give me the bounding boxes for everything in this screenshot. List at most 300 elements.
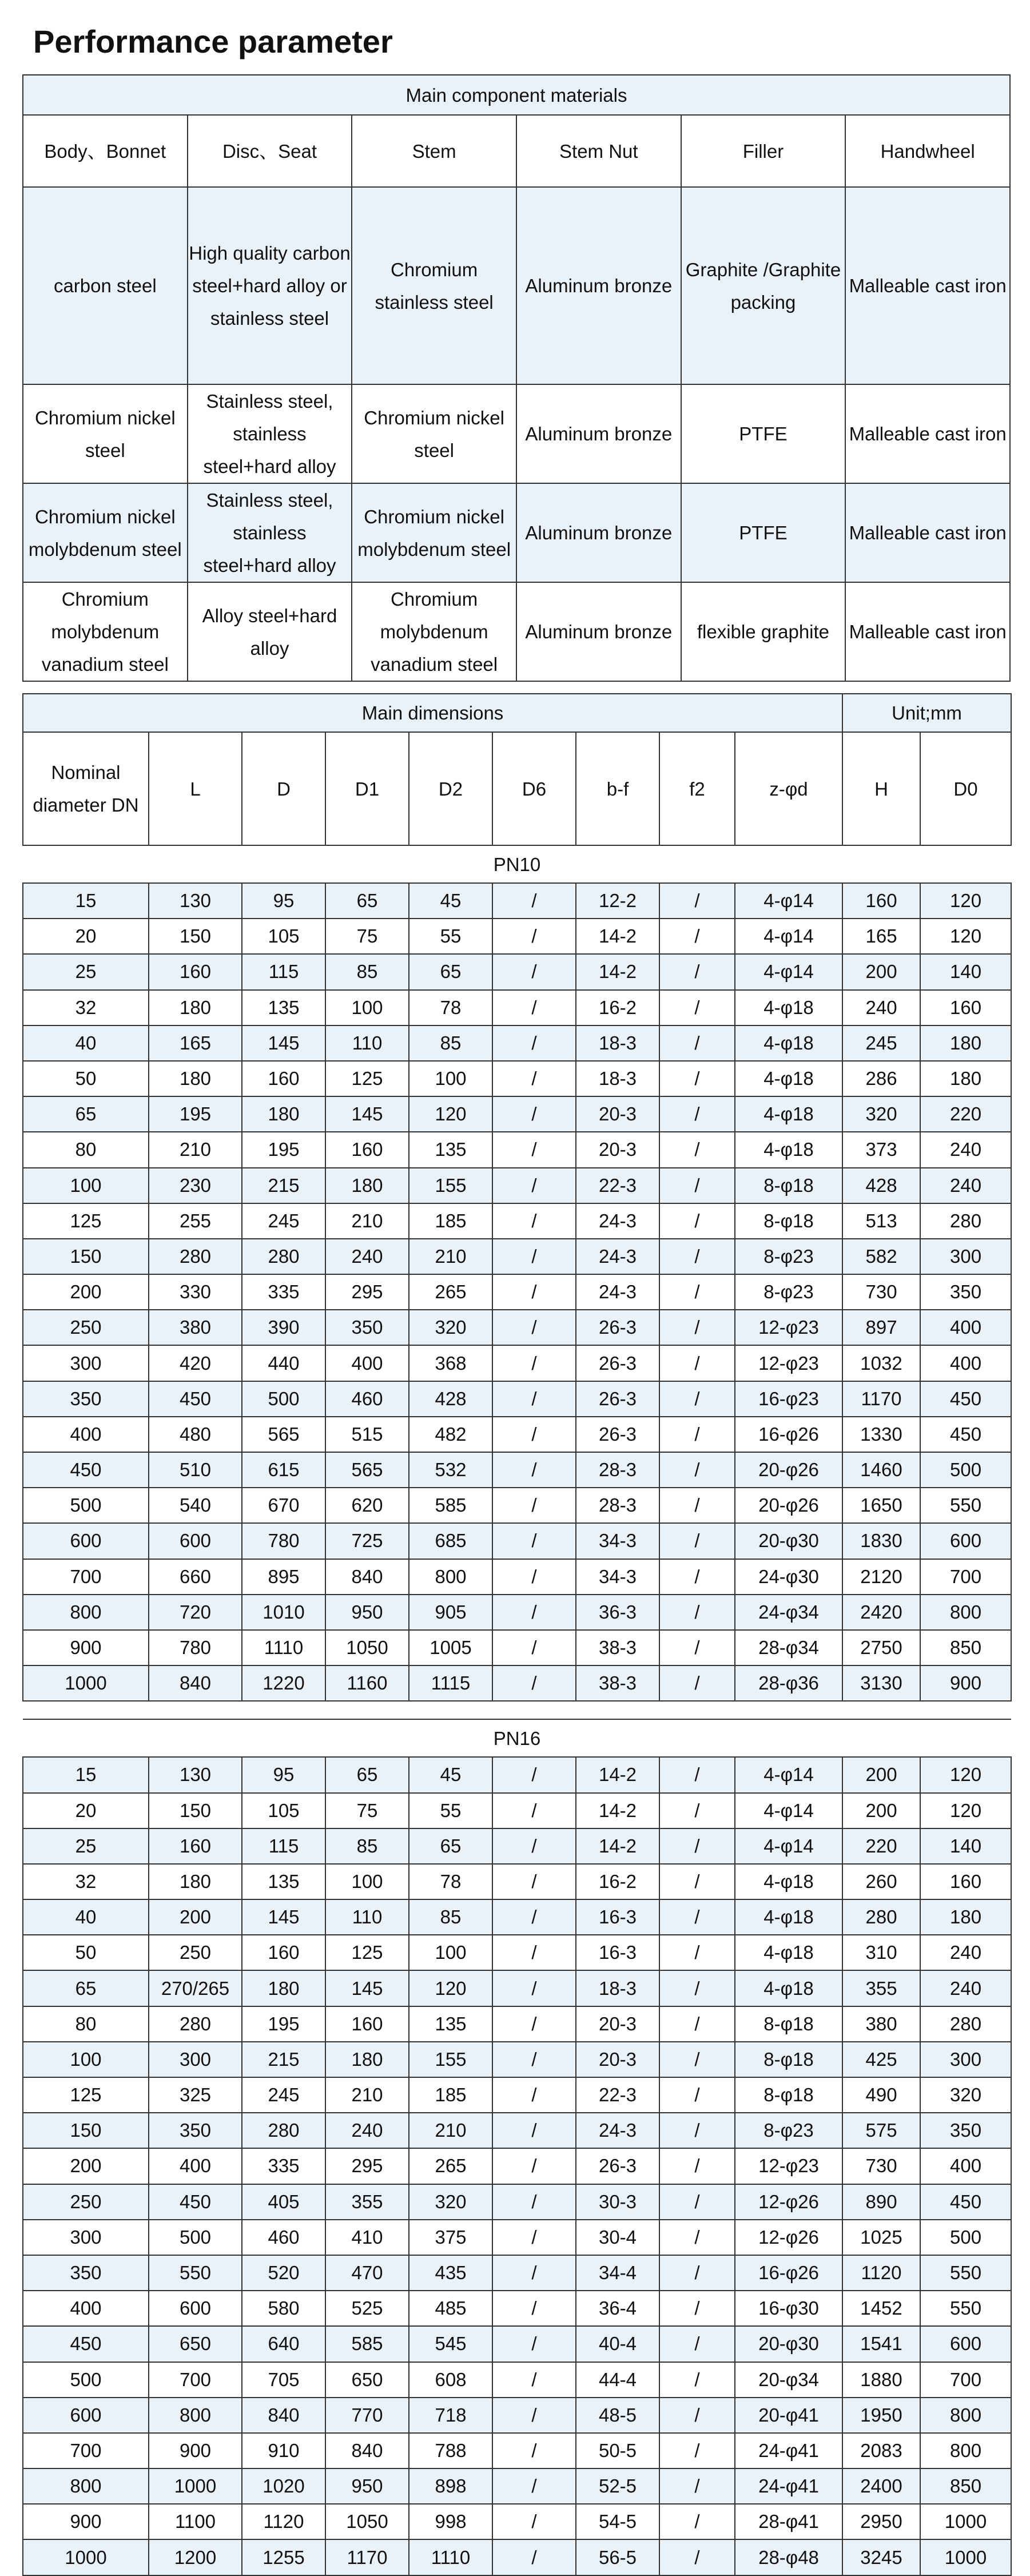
dimensions-cell: 280 <box>242 2113 325 2148</box>
dimensions-row <box>23 1417 1011 1452</box>
materials-cell: Malleable cast iron <box>845 384 1010 483</box>
dimensions-cell: 450 <box>149 2184 242 2220</box>
dimensions-column-headers <box>23 732 1011 845</box>
dimensions-cell: / <box>659 1310 735 1345</box>
dimensions-cell: 28-φ34 <box>735 1630 842 1665</box>
dimensions-cell: 12-φ23 <box>735 2148 842 2184</box>
dimensions-cell: / <box>659 1096 735 1132</box>
pressure-section-label: PN10 <box>23 845 1011 883</box>
dimensions-cell: 270/265 <box>149 1970 242 2006</box>
dimensions-cell: 1050 <box>325 1630 409 1665</box>
dimensions-cell: / <box>659 1559 735 1595</box>
dimensions-cell: 286 <box>842 1061 920 1096</box>
dimensions-cell: / <box>492 1345 576 1381</box>
dimensions-cell: 12-φ23 <box>735 1310 842 1345</box>
dimensions-row <box>23 2220 1011 2255</box>
dimensions-column-header: D0 <box>920 732 1011 845</box>
dimensions-cell: 950 <box>325 2468 409 2504</box>
dimensions-cell: 3130 <box>842 1665 920 1701</box>
dimensions-cell: 4-φ14 <box>735 1828 842 1864</box>
dimensions-cell: 4-φ18 <box>735 1899 842 1935</box>
dimensions-cell: 20-φ30 <box>735 1523 842 1559</box>
dimensions-row <box>23 1523 1011 1559</box>
dimensions-cell: 180 <box>325 1168 409 1203</box>
dimensions-cell: 55 <box>409 919 492 954</box>
dimensions-cell: 150 <box>149 919 242 954</box>
pressure-section-label: PN16 <box>23 1719 1011 1757</box>
dimensions-column-header: D6 <box>492 732 576 845</box>
materials-cell: PTFE <box>681 384 846 483</box>
dimensions-cell: / <box>492 2326 576 2362</box>
dimensions-cell: 320 <box>920 2077 1011 2113</box>
dimensions-cell: 525 <box>325 2291 409 2326</box>
dimensions-cell: 1220 <box>242 1665 325 1701</box>
dimensions-cell: / <box>492 990 576 1025</box>
dimensions-cell: 15 <box>23 883 149 919</box>
dimensions-cell: / <box>659 1239 735 1274</box>
dimensions-cell: 100 <box>23 1168 149 1203</box>
dimensions-cell: 12-2 <box>576 883 659 919</box>
materials-row <box>23 187 1010 384</box>
dimensions-cell: 140 <box>920 1828 1011 1864</box>
dimensions-cell: 16-φ26 <box>735 2255 842 2291</box>
page-title: Performance parameter <box>33 23 393 59</box>
dimensions-cell: 800 <box>920 2433 1011 2468</box>
dimensions-cell: 2420 <box>842 1595 920 1630</box>
dimensions-cell: 700 <box>23 1559 149 1595</box>
materials-column-header: Disc、Seat <box>188 115 352 187</box>
dimensions-cell: 38-3 <box>576 1630 659 1665</box>
dimensions-cell: 240 <box>920 1168 1011 1203</box>
dimensions-row <box>23 1025 1011 1061</box>
dimensions-cell: 20-φ26 <box>735 1452 842 1488</box>
dimensions-row <box>23 2006 1011 2042</box>
dimensions-cell: / <box>659 1757 735 1792</box>
dimensions-cell: 30-4 <box>576 2220 659 2255</box>
dimensions-cell: 145 <box>242 1025 325 1061</box>
dimensions-cell: 800 <box>920 2398 1011 2433</box>
dimensions-cell: / <box>659 1595 735 1630</box>
dimensions-cell: 482 <box>409 1417 492 1452</box>
dimensions-cell: 210 <box>149 1132 242 1167</box>
materials-cell: Chromium nickel molybdenum steel <box>23 483 188 582</box>
dimensions-cell: 120 <box>920 919 1011 954</box>
dimensions-column-header: D1 <box>325 732 409 845</box>
dimensions-cell: 150 <box>149 1793 242 1828</box>
dimensions-cell: 2083 <box>842 2433 920 2468</box>
dimensions-cell: 280 <box>149 1239 242 1274</box>
materials-cell: Chromium stainless steel <box>352 187 516 384</box>
dimensions-cell: 130 <box>149 1757 242 1792</box>
dimensions-cell: 895 <box>242 1559 325 1595</box>
dimensions-cell: 120 <box>920 1757 1011 1792</box>
dimensions-cell: 725 <box>325 1523 409 1559</box>
dimensions-cell: 400 <box>920 1310 1011 1345</box>
dimensions-cell: 125 <box>325 1935 409 1970</box>
dimensions-cell: 160 <box>242 1935 325 1970</box>
dimensions-cell: 550 <box>149 2255 242 2291</box>
dimensions-cell: 335 <box>242 1274 325 1310</box>
dimensions-cell: / <box>492 1274 576 1310</box>
dimensions-cell: 180 <box>920 1025 1011 1061</box>
dimensions-cell: 800 <box>149 2398 242 2433</box>
dimensions-cell: 250 <box>149 1935 242 1970</box>
dimensions-cell: / <box>492 1665 576 1701</box>
dimensions-cell: 1200 <box>149 2539 242 2575</box>
materials-cell: Aluminum bronze <box>516 384 681 483</box>
dimensions-cell: 310 <box>842 1935 920 1970</box>
dimensions-cell: 160 <box>920 1864 1011 1899</box>
materials-cell: Aluminum bronze <box>516 483 681 582</box>
dimensions-cell: 280 <box>920 1203 1011 1239</box>
dimensions-cell: / <box>659 1025 735 1061</box>
dimensions-cell: 840 <box>325 1559 409 1595</box>
materials-column-headers <box>23 115 1010 187</box>
unit-label: Unit;mm <box>842 694 1011 732</box>
dimensions-cell: 368 <box>409 1345 492 1381</box>
dimensions-cell: / <box>659 954 735 989</box>
dimensions-cell: / <box>492 2148 576 2184</box>
dimensions-column-header: z-φd <box>735 732 842 845</box>
dimensions-cell: 500 <box>23 2362 149 2398</box>
dimensions-cell: 600 <box>23 1523 149 1559</box>
dimensions-cell: 600 <box>149 2291 242 2326</box>
dimensions-cell: 8-φ18 <box>735 1168 842 1203</box>
dimensions-cell: 650 <box>325 2362 409 2398</box>
dimensions-cell: 295 <box>325 2148 409 2184</box>
dimensions-cell: 30-3 <box>576 2184 659 2220</box>
dimensions-cell: 280 <box>149 2006 242 2042</box>
dimensions-row <box>23 2184 1011 2220</box>
dimensions-cell: 125 <box>325 1061 409 1096</box>
dimensions-cell: 32 <box>23 990 149 1025</box>
dimensions-cell: 4-φ14 <box>735 919 842 954</box>
dimensions-cell: 500 <box>149 2220 242 2255</box>
dimensions-cell: / <box>659 1345 735 1381</box>
dimensions-cell: / <box>659 1793 735 1828</box>
dimensions-cell: 180 <box>242 1970 325 2006</box>
dimensions-cell: 16-φ23 <box>735 1381 842 1417</box>
dimensions-cell: 80 <box>23 2006 149 2042</box>
dimensions-cell: 245 <box>842 1025 920 1061</box>
dimensions-row <box>23 1381 1011 1417</box>
dimensions-cell: 20-φ30 <box>735 2326 842 2362</box>
dimensions-cell: / <box>659 2220 735 2255</box>
dimensions-column-header: D <box>242 732 325 845</box>
dimensions-cell: 4-φ14 <box>735 883 842 919</box>
dimensions-cell: 28-3 <box>576 1452 659 1488</box>
dimensions-cell: 38-3 <box>576 1665 659 1701</box>
dimensions-cell: 350 <box>23 1381 149 1417</box>
dimensions-cell: 350 <box>23 2255 149 2291</box>
dimensions-cell: 580 <box>242 2291 325 2326</box>
dimensions-cell: / <box>492 1793 576 1828</box>
dimensions-cell: 320 <box>409 1310 492 1345</box>
dimensions-cell: 355 <box>325 2184 409 2220</box>
dimensions-column-header: f2 <box>659 732 735 845</box>
dimensions-cell: 910 <box>242 2433 325 2468</box>
dimensions-cell: / <box>492 1970 576 2006</box>
dimensions-cell: 195 <box>149 1096 242 1132</box>
dimensions-cell: / <box>492 2398 576 2433</box>
dimensions-row <box>23 1310 1011 1345</box>
dimensions-cell: 1120 <box>242 2504 325 2539</box>
dimensions-cell: 300 <box>149 2042 242 2077</box>
dimensions-cell: 700 <box>149 2362 242 2398</box>
dimensions-cell: 25 <box>23 1828 149 1864</box>
dimensions-cell: 350 <box>325 1310 409 1345</box>
dimensions-row <box>23 1899 1011 1935</box>
dimensions-cell: 1000 <box>149 2468 242 2504</box>
dimensions-cell: 4-φ18 <box>735 1864 842 1899</box>
materials-column-header: Body、Bonnet <box>23 115 188 187</box>
dimensions-cell: 400 <box>23 1417 149 1452</box>
dimensions-cell: 100 <box>409 1061 492 1096</box>
materials-cell: Graphite /Graphite packing <box>681 187 846 384</box>
dimensions-cell: 52-5 <box>576 2468 659 2504</box>
dimensions-cell: / <box>492 1310 576 1345</box>
dimensions-cell: 380 <box>149 1310 242 1345</box>
dimensions-cell: 14-2 <box>576 1757 659 1792</box>
dimensions-cell: 28-φ36 <box>735 1665 842 1701</box>
dimensions-cell: 215 <box>242 1168 325 1203</box>
dimensions-cell: 4-φ18 <box>735 1132 842 1167</box>
dimensions-cell: 380 <box>842 2006 920 2042</box>
dimensions-cell: 40 <box>23 1025 149 1061</box>
dimensions-cell: 185 <box>409 2077 492 2113</box>
dimensions-cell: / <box>492 2433 576 2468</box>
dimensions-row <box>23 1757 1011 1792</box>
dimensions-cell: 220 <box>920 1096 1011 1132</box>
dimensions-cell: 24-3 <box>576 2113 659 2148</box>
dimensions-row <box>23 954 1011 989</box>
dimensions-cell: 14-2 <box>576 919 659 954</box>
dimensions-cell: 400 <box>325 1345 409 1381</box>
dimensions-cell: 24-3 <box>576 1203 659 1239</box>
materials-cell: flexible graphite <box>681 582 846 681</box>
dimensions-cell: / <box>659 2006 735 2042</box>
dimensions-cell: 18-3 <box>576 1970 659 2006</box>
dimensions-cell: 1452 <box>842 2291 920 2326</box>
dimensions-cell: 500 <box>920 2220 1011 2255</box>
dimensions-cell: 898 <box>409 2468 492 2504</box>
dimensions-cell: 428 <box>842 1168 920 1203</box>
dimensions-cell: / <box>492 2184 576 2220</box>
dimensions-cell: 800 <box>409 1559 492 1595</box>
dimensions-cell: 8-φ18 <box>735 2077 842 2113</box>
dimensions-cell: 1000 <box>920 2504 1011 2539</box>
dimensions-cell: 600 <box>920 2326 1011 2362</box>
dimensions-cell: / <box>659 990 735 1025</box>
dimensions-cell: 36-4 <box>576 2291 659 2326</box>
dimensions-cell: 718 <box>409 2398 492 2433</box>
dimensions-cell: / <box>492 2504 576 2539</box>
dimensions-cell: 500 <box>23 1488 149 1523</box>
dimensions-cell: 20-φ34 <box>735 2362 842 2398</box>
dimensions-cell: 180 <box>149 990 242 1025</box>
dimensions-cell: 50 <box>23 1061 149 1096</box>
dimensions-cell: / <box>659 2398 735 2433</box>
dimensions-cell: 80 <box>23 1132 149 1167</box>
dimensions-cell: 1160 <box>325 1665 409 1701</box>
dimensions-cell: / <box>659 2291 735 2326</box>
dimensions-cell: 320 <box>409 2184 492 2220</box>
dimensions-cell: 245 <box>242 2077 325 2113</box>
materials-column-header: Stem Nut <box>516 115 681 187</box>
dimensions-cell: 8-φ23 <box>735 1239 842 1274</box>
dimensions-cell: 180 <box>920 1061 1011 1096</box>
dimensions-column-header: Nominal diameter DN <box>23 732 149 845</box>
dimensions-cell: 8-φ18 <box>735 1203 842 1239</box>
materials-cell: Aluminum bronze <box>516 187 681 384</box>
dimensions-cell: 585 <box>409 1488 492 1523</box>
dimensions-cell: / <box>492 1025 576 1061</box>
dimensions-cell: 575 <box>842 2113 920 2148</box>
dimensions-cell: 200 <box>842 954 920 989</box>
dimensions-cell: 250 <box>23 1310 149 1345</box>
dimensions-row <box>23 2504 1011 2539</box>
materials-cell: Malleable cast iron <box>845 187 1010 384</box>
dimensions-cell: 615 <box>242 1452 325 1488</box>
dimensions-cell: 18-3 <box>576 1025 659 1061</box>
dimensions-cell: 155 <box>409 2042 492 2077</box>
dimensions-cell: 900 <box>23 2504 149 2539</box>
materials-cell: Aluminum bronze <box>516 582 681 681</box>
dimensions-cell: 2120 <box>842 1559 920 1595</box>
dimensions-cell: 450 <box>920 2184 1011 2220</box>
dimensions-cell: 14-2 <box>576 1828 659 1864</box>
dimensions-cell: 565 <box>325 1452 409 1488</box>
dimensions-cell: 22-3 <box>576 2077 659 2113</box>
dimensions-cell: / <box>659 1061 735 1096</box>
dimensions-cell: 1110 <box>242 1630 325 1665</box>
dimensions-column-header: L <box>149 732 242 845</box>
dimensions-cell: 700 <box>920 1559 1011 1595</box>
dimensions-cell: 1255 <box>242 2539 325 2575</box>
dimensions-cell: 180 <box>149 1061 242 1096</box>
materials-cell: PTFE <box>681 483 846 582</box>
dimensions-cell: / <box>492 1595 576 1630</box>
materials-column-header: Handwheel <box>845 115 1010 187</box>
dimensions-cell: / <box>659 2255 735 2291</box>
materials-cell: Chromium nickel steel <box>352 384 516 483</box>
dimensions-cell: 240 <box>325 2113 409 2148</box>
dimensions-cell: 50-5 <box>576 2433 659 2468</box>
dimensions-cell: 435 <box>409 2255 492 2291</box>
dimensions-cell: 1115 <box>409 1665 492 1701</box>
dimensions-cell: 8-φ18 <box>735 2042 842 2077</box>
dimensions-cell: / <box>659 2148 735 2184</box>
materials-cell: Chromium molybdenum vanadium steel <box>23 582 188 681</box>
dimensions-cell: 700 <box>23 2433 149 2468</box>
dimensions-cell: / <box>659 1899 735 1935</box>
dimensions-cell: 115 <box>242 1828 325 1864</box>
dimensions-cell: 24-φ41 <box>735 2433 842 2468</box>
dimensions-cell: 265 <box>409 2148 492 2184</box>
dimensions-cell: 490 <box>842 2077 920 2113</box>
dimensions-cell: 4-φ14 <box>735 954 842 989</box>
dimensions-cell: 390 <box>242 1310 325 1345</box>
dimensions-row <box>23 883 1011 919</box>
dimensions-cell: 300 <box>23 1345 149 1381</box>
dimensions-cell: / <box>659 1132 735 1167</box>
dimensions-cell: 180 <box>242 1096 325 1132</box>
dimensions-cell: / <box>659 1935 735 1970</box>
dimensions-cell: 12-φ26 <box>735 2220 842 2255</box>
dimensions-cell: 450 <box>23 2326 149 2362</box>
materials-cell: Stainless steel, stainless steel+hard alloy <box>188 483 352 582</box>
dimensions-cell: 355 <box>842 1970 920 2006</box>
dimensions-cell: 115 <box>242 954 325 989</box>
dimensions-cell: 100 <box>23 2042 149 2077</box>
dimensions-row <box>23 1168 1011 1203</box>
dimensions-cell: / <box>492 1096 576 1132</box>
dimensions-cell: / <box>659 2504 735 2539</box>
dimensions-row <box>23 919 1011 954</box>
dimensions-cell: 100 <box>325 1864 409 1899</box>
dimensions-row <box>23 2398 1011 2433</box>
dimensions-cell: / <box>659 2433 735 2468</box>
dimensions-cell: 28-3 <box>576 1488 659 1523</box>
dimensions-cell: 582 <box>842 1239 920 1274</box>
dimensions-cell: 350 <box>149 2113 242 2148</box>
dimensions-cell: 1020 <box>242 2468 325 2504</box>
dimensions-cell: 78 <box>409 990 492 1025</box>
dimensions-cell: 1025 <box>842 2220 920 2255</box>
dimensions-cell: 485 <box>409 2291 492 2326</box>
dimensions-cell: 150 <box>23 2113 149 2148</box>
dimensions-cell: / <box>492 1203 576 1239</box>
dimensions-cell: 400 <box>920 1345 1011 1381</box>
dimensions-cell: 28-φ48 <box>735 2539 842 2575</box>
dimensions-cell: 470 <box>325 2255 409 2291</box>
dimensions-cell: / <box>659 1488 735 1523</box>
dimensions-cell: 75 <box>325 1793 409 1828</box>
dimensions-cell: 515 <box>325 1417 409 1452</box>
dimensions-cell: 600 <box>149 1523 242 1559</box>
dimensions-cell: / <box>492 1559 576 1595</box>
dimensions-row <box>23 2077 1011 2113</box>
dimensions-cell: / <box>659 1452 735 1488</box>
dimensions-cell: 400 <box>920 2148 1011 2184</box>
dimensions-cell: 428 <box>409 1381 492 1417</box>
dimensions-cell: / <box>492 2077 576 2113</box>
dimensions-cell: 155 <box>409 1168 492 1203</box>
dimensions-cell: / <box>659 1203 735 1239</box>
dimensions-cell: 135 <box>242 990 325 1025</box>
dimensions-row <box>23 1828 1011 1864</box>
materials-row <box>23 384 1010 483</box>
dimensions-cell: / <box>492 883 576 919</box>
dimensions-cell: 720 <box>149 1595 242 1630</box>
dimensions-cell: 905 <box>409 1595 492 1630</box>
dimensions-cell: 220 <box>842 1828 920 1864</box>
dimensions-cell: 25 <box>23 954 149 989</box>
dimensions-cell: / <box>492 2291 576 2326</box>
dimensions-row <box>23 990 1011 1025</box>
dimensions-cell: 210 <box>325 2077 409 2113</box>
dimensions-column-header: D2 <box>409 732 492 845</box>
dimensions-cell: 240 <box>920 1132 1011 1167</box>
dimensions-cell: 85 <box>325 1828 409 1864</box>
dimensions-cell: / <box>492 1132 576 1167</box>
dimensions-cell: 200 <box>842 1793 920 1828</box>
dimensions-cell: 998 <box>409 2504 492 2539</box>
dimensions-cell: / <box>492 1417 576 1452</box>
dimensions-cell: 1032 <box>842 1345 920 1381</box>
dimensions-cell: 2750 <box>842 1630 920 1665</box>
dimensions-cell: 250 <box>23 2184 149 2220</box>
